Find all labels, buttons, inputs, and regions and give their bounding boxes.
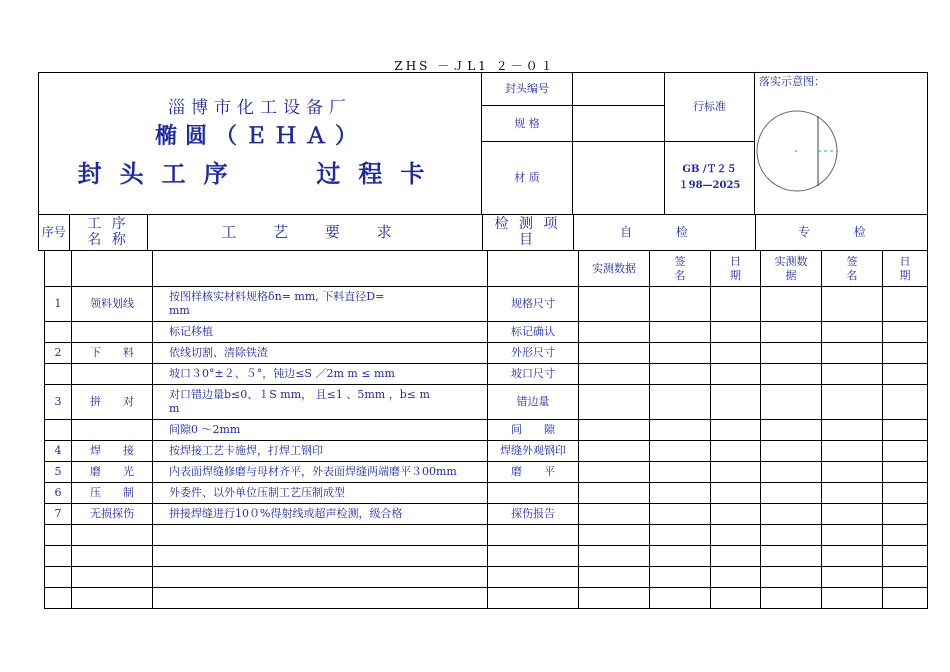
inspection-entry-cell[interactable] <box>883 343 928 364</box>
seq-cell <box>45 322 72 343</box>
head-no-value[interactable] <box>573 73 665 106</box>
inspection-entry-cell[interactable] <box>761 483 822 504</box>
seq-cell: 3 <box>45 385 72 420</box>
inspection-entry-cell[interactable] <box>883 546 928 567</box>
proc-name-cell <box>72 567 153 588</box>
inspect-item-cell: 错边量 <box>488 385 579 420</box>
col-seq: 序号 <box>39 215 69 250</box>
inspection-entry-cell[interactable] <box>883 567 928 588</box>
table-row <box>45 588 928 609</box>
inspection-entry-cell[interactable] <box>883 588 928 609</box>
requirement-cell <box>153 525 488 546</box>
inspection-entry-cell[interactable] <box>822 525 883 546</box>
inspection-entry-cell[interactable] <box>579 462 650 483</box>
inspection-entry-cell[interactable] <box>883 287 928 322</box>
table-row <box>45 441 928 462</box>
sub-col-sign-2: 签 名 <box>822 251 883 287</box>
inspection-entry-cell[interactable] <box>711 364 761 385</box>
sub-col-date-2: 日 期 <box>883 251 928 287</box>
col-proc-name: 工 序 名 称 <box>69 215 147 250</box>
inspect-item-cell <box>488 567 579 588</box>
seq-cell: 4 <box>45 441 72 462</box>
inspection-entry-cell[interactable] <box>650 385 711 420</box>
requirement-cell: 按焊接工艺卡施焊，打焊工钢印 <box>153 441 488 462</box>
sub-col-measured-2: 实测数 据 <box>761 251 822 287</box>
table-row <box>45 483 928 504</box>
standard-label: 行标准 <box>665 73 755 142</box>
table-row <box>45 343 928 364</box>
proc-name-cell: 磨 光 <box>72 462 153 483</box>
inspection-entry-cell[interactable] <box>883 483 928 504</box>
sketch-label: 落实示意图： <box>759 75 825 88</box>
inspection-entry-cell[interactable] <box>761 567 822 588</box>
inspection-entry-cell[interactable] <box>579 441 650 462</box>
card-title-line1: 椭圆（ＥＨＡ） <box>154 123 365 150</box>
col-special-check: 专 检 <box>755 215 928 250</box>
inspection-entry-cell[interactable] <box>650 287 711 322</box>
inspect-item-cell: 探伤报告 <box>488 504 579 525</box>
column-header-row <box>39 215 928 251</box>
card-title-part-b: 过程卡 <box>316 158 443 188</box>
seq-cell <box>45 588 72 609</box>
inspection-entry-cell[interactable] <box>822 462 883 483</box>
inspection-entry-cell[interactable] <box>711 462 761 483</box>
inspection-entry-cell[interactable] <box>650 343 711 364</box>
inspection-entry-cell[interactable] <box>579 525 650 546</box>
inspection-entry-cell[interactable] <box>761 462 822 483</box>
proc-name-cell <box>72 588 153 609</box>
inspection-entry-cell[interactable] <box>761 322 822 343</box>
standard-value <box>665 142 755 215</box>
inspection-entry-cell[interactable] <box>711 546 761 567</box>
table-row <box>45 546 928 567</box>
table-row <box>45 385 928 420</box>
table-row <box>45 420 928 441</box>
inspection-entry-cell[interactable] <box>650 504 711 525</box>
inspection-entry-cell[interactable] <box>761 525 822 546</box>
inspection-entry-cell[interactable] <box>761 504 822 525</box>
table-row <box>45 287 928 322</box>
requirement-cell: 外委件、以外单位压制工艺压制成型 <box>153 483 488 504</box>
table-row <box>45 364 928 385</box>
proc-name-cell: 压 制 <box>72 483 153 504</box>
inspection-entry-cell[interactable] <box>761 546 822 567</box>
inspection-entry-cell[interactable] <box>711 287 761 322</box>
inspection-entry-cell[interactable] <box>650 462 711 483</box>
inspection-entry-cell[interactable] <box>883 441 928 462</box>
inspection-entry-cell[interactable] <box>579 322 650 343</box>
inspection-entry-cell[interactable] <box>579 567 650 588</box>
seq-cell <box>45 364 72 385</box>
inspect-item-cell: 间 隙 <box>488 420 579 441</box>
inspection-entry-cell[interactable] <box>579 546 650 567</box>
seq-cell: 5 <box>45 462 72 483</box>
inspection-entry-cell[interactable] <box>711 504 761 525</box>
inspection-entry-cell[interactable] <box>579 364 650 385</box>
inspection-entry-cell[interactable] <box>711 343 761 364</box>
inspection-entry-cell[interactable] <box>822 441 883 462</box>
inspection-entry-cell[interactable] <box>883 385 928 420</box>
sub-header-row <box>45 251 928 287</box>
inspect-item-cell <box>488 546 579 567</box>
requirement-cell: 对口错边量b≤0、１S mm， 且≤1 、5mm ，b≤ m m <box>153 385 488 420</box>
seq-cell: 6 <box>45 483 72 504</box>
table-row <box>45 322 928 343</box>
requirement-cell: 依线切割、清除铁渣 <box>153 343 488 364</box>
inspect-item-cell <box>488 525 579 546</box>
requirement-cell: 标记移植 <box>153 322 488 343</box>
inspect-item-cell: 磨 平 <box>488 462 579 483</box>
sub-col-measured-1: 实测数据 <box>579 251 650 287</box>
inspection-entry-cell[interactable] <box>711 385 761 420</box>
inspection-entry-cell[interactable] <box>650 420 711 441</box>
inspection-entry-cell[interactable] <box>822 588 883 609</box>
seq-cell <box>45 546 72 567</box>
inspection-entry-cell[interactable] <box>883 420 928 441</box>
spec-value[interactable] <box>573 106 665 142</box>
inspection-entry-cell[interactable] <box>650 322 711 343</box>
inspection-entry-cell[interactable] <box>711 420 761 441</box>
inspection-entry-cell[interactable] <box>822 567 883 588</box>
col-inspect-item: 检 测 项 目 <box>482 215 573 250</box>
proc-name-cell: 拼 对 <box>72 385 153 420</box>
proc-name-cell <box>72 546 153 567</box>
inspection-entry-cell[interactable] <box>650 546 711 567</box>
inspection-entry-cell[interactable] <box>761 420 822 441</box>
inspection-entry-cell[interactable] <box>883 525 928 546</box>
inspection-entry-cell[interactable] <box>822 343 883 364</box>
table-row <box>45 567 928 588</box>
inspection-entry-cell[interactable] <box>822 483 883 504</box>
seq-cell: 1 <box>45 287 72 322</box>
inspection-entry-cell[interactable] <box>650 441 711 462</box>
inspection-entry-cell[interactable] <box>761 385 822 420</box>
inspect-item-cell: 标记确认 <box>488 322 579 343</box>
proc-name-cell <box>72 420 153 441</box>
seq-cell: 7 <box>45 504 72 525</box>
proc-name-cell: 无损探伤 <box>72 504 153 525</box>
inspection-entry-cell[interactable] <box>822 385 883 420</box>
inspection-entry-cell[interactable] <box>579 420 650 441</box>
factory-name: 淄博市化工设备厂 <box>168 98 352 119</box>
inspection-entry-cell[interactable] <box>650 588 711 609</box>
table-row <box>45 462 928 483</box>
inspection-entry-cell[interactable] <box>761 441 822 462</box>
inspection-entry-cell[interactable] <box>650 364 711 385</box>
header-table <box>38 72 928 251</box>
proc-name-cell: 领料划线 <box>72 287 153 322</box>
head-no-label: 封头编号 <box>482 73 573 106</box>
inspection-entry-cell[interactable] <box>650 483 711 504</box>
inspection-entry-cell[interactable] <box>650 525 711 546</box>
inspection-entry-cell[interactable] <box>822 287 883 322</box>
standard-value-line1: GB /Ｔ２５ <box>682 164 737 175</box>
sub-col-date-1: 日 期 <box>711 251 761 287</box>
inspection-entry-cell[interactable] <box>579 385 650 420</box>
inspection-entry-cell[interactable] <box>883 504 928 525</box>
inspect-item-cell: 坡口尺寸 <box>488 364 579 385</box>
inspection-entry-cell[interactable] <box>822 504 883 525</box>
table-row <box>45 504 928 525</box>
standard-value-line2: １98—2025 <box>678 180 741 191</box>
head-sketch-icon <box>755 109 928 214</box>
sketch-cell <box>755 73 928 215</box>
inspection-entry-cell[interactable] <box>761 287 822 322</box>
inspection-entry-cell[interactable] <box>579 483 650 504</box>
material-value[interactable] <box>573 142 665 215</box>
inspection-entry-cell[interactable] <box>761 364 822 385</box>
inspection-entry-cell[interactable] <box>711 588 761 609</box>
inspection-entry-cell[interactable] <box>711 322 761 343</box>
inspect-item-cell: 外形尺寸 <box>488 343 579 364</box>
inspect-item-cell <box>488 588 579 609</box>
card-title-line2 <box>39 159 481 189</box>
inspection-entry-cell[interactable] <box>650 567 711 588</box>
inspection-entry-cell[interactable] <box>883 364 928 385</box>
col-self-check: 自 检 <box>573 215 755 250</box>
document-number: ZHS －ＪL1 ２－０１ <box>394 59 556 73</box>
seq-cell <box>45 567 72 588</box>
process-table <box>44 250 928 609</box>
proc-name-cell: 焊 接 <box>72 441 153 462</box>
inspection-entry-cell[interactable] <box>711 441 761 462</box>
inspection-entry-cell[interactable] <box>822 322 883 343</box>
inspect-item-cell: 焊缝外观钢印 <box>488 441 579 462</box>
sub-col-sign-1: 签 名 <box>650 251 711 287</box>
inspection-entry-cell[interactable] <box>579 504 650 525</box>
inspection-entry-cell[interactable] <box>883 462 928 483</box>
proc-name-cell <box>72 364 153 385</box>
card-title-part-a: 封头工序 <box>77 158 246 188</box>
col-requirement: 工 艺 要 求 <box>147 215 482 250</box>
seq-cell: 2 <box>45 343 72 364</box>
inspect-item-cell: 规格尺寸 <box>488 287 579 322</box>
proc-name-cell <box>72 322 153 343</box>
inspection-entry-cell[interactable] <box>711 483 761 504</box>
spec-label: 规 格 <box>482 106 573 142</box>
requirement-cell: 按图样核实材料规格δn= mm, 下料直径D= mm <box>153 287 488 322</box>
inspection-entry-cell[interactable] <box>579 343 650 364</box>
seq-cell <box>45 420 72 441</box>
table-row <box>45 525 928 546</box>
requirement-cell: 间隙0 ～2mm <box>153 420 488 441</box>
requirement-cell: 坡口３0°±２、５°，钝边≤S ／2m m ≤ mm <box>153 364 488 385</box>
requirement-cell <box>153 567 488 588</box>
title-cell <box>39 73 482 215</box>
requirement-cell <box>153 588 488 609</box>
inspection-entry-cell[interactable] <box>711 525 761 546</box>
inspection-entry-cell[interactable] <box>822 364 883 385</box>
inspection-entry-cell[interactable] <box>822 546 883 567</box>
proc-name-cell: 下 料 <box>72 343 153 364</box>
requirement-cell: 拼接焊缝进行10０%得射线或超声检测，级合格 <box>153 504 488 525</box>
inspection-entry-cell[interactable] <box>883 322 928 343</box>
inspection-entry-cell[interactable] <box>579 287 650 322</box>
inspect-item-cell <box>488 483 579 504</box>
material-label: 材 质 <box>482 142 573 215</box>
requirement-cell: 内表面焊缝修磨与母材齐平，外表面焊缝两端磨平３00mm <box>153 462 488 483</box>
inspection-entry-cell[interactable] <box>711 567 761 588</box>
inspection-entry-cell[interactable] <box>761 343 822 364</box>
inspection-entry-cell[interactable] <box>761 588 822 609</box>
proc-name-cell <box>72 525 153 546</box>
requirement-cell <box>153 546 488 567</box>
inspection-entry-cell[interactable] <box>822 420 883 441</box>
inspection-entry-cell[interactable] <box>579 588 650 609</box>
seq-cell <box>45 525 72 546</box>
